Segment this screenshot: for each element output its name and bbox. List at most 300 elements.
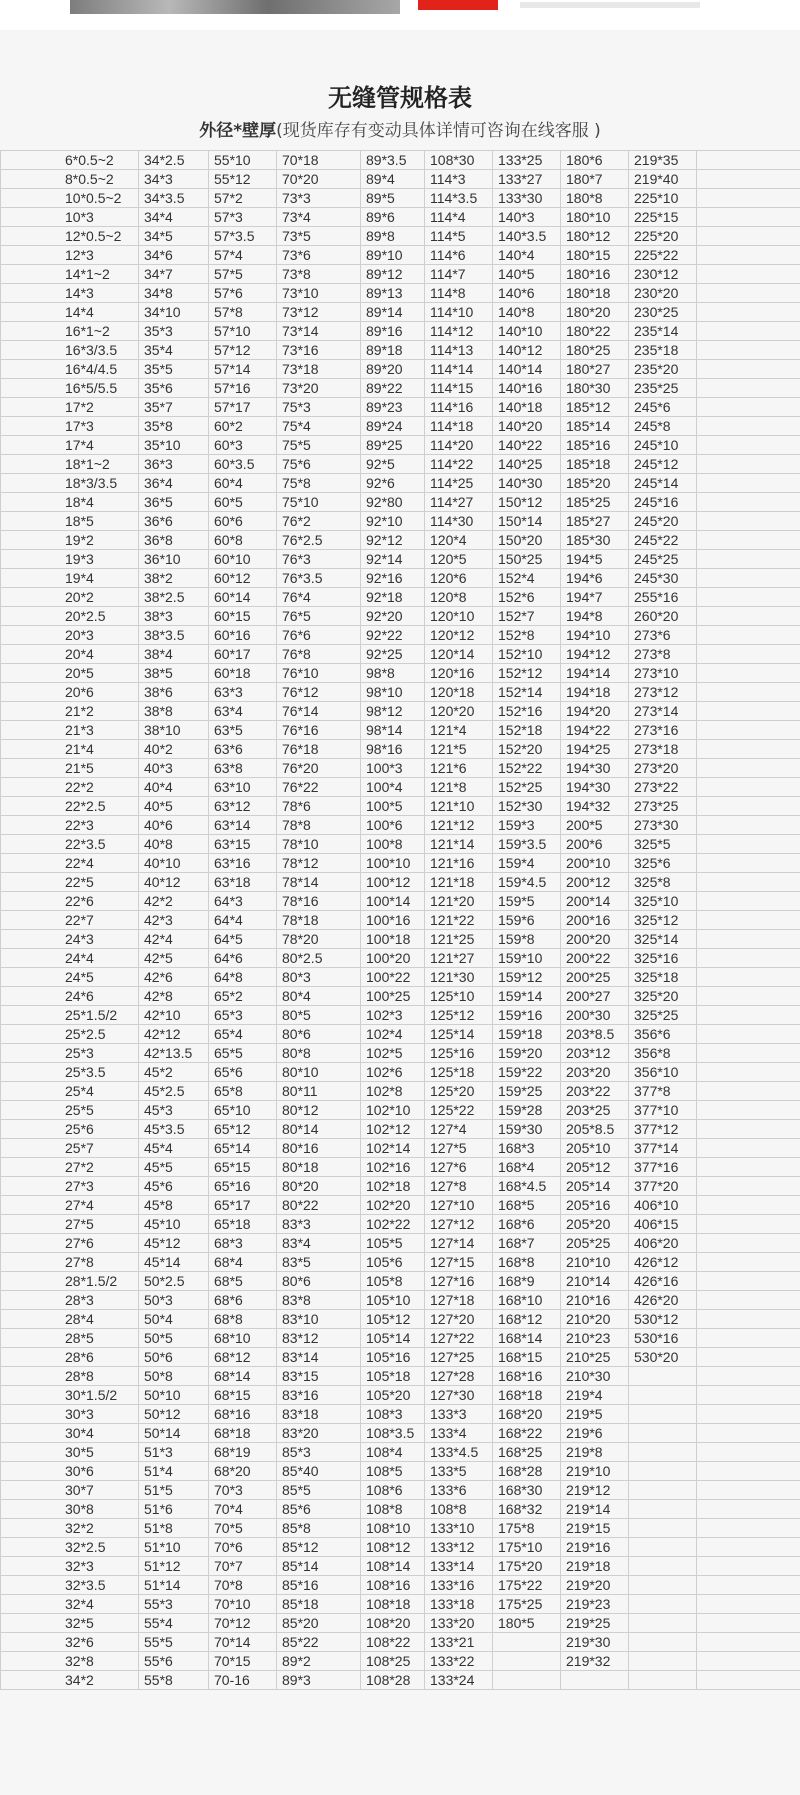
- table-cell: 133*5: [425, 1462, 493, 1481]
- table-cell: 152*14: [493, 683, 561, 702]
- table-cell: 68*5: [209, 1272, 277, 1291]
- table-cell: 60*6: [209, 512, 277, 531]
- table-cell: 100*22: [361, 968, 425, 987]
- table-cell: 140*16: [493, 379, 561, 398]
- table-cell: 125*20: [425, 1082, 493, 1101]
- table-cell: 105*10: [361, 1291, 425, 1310]
- table-cell: 114*16: [425, 398, 493, 417]
- table-cell: 36*4: [139, 474, 209, 493]
- table-cell: 406*15: [629, 1215, 697, 1234]
- table-cell: [697, 1291, 800, 1310]
- table-cell: 42*5: [139, 949, 209, 968]
- table-cell: [697, 892, 800, 911]
- table-cell: 127*22: [425, 1329, 493, 1348]
- table-cell: 356*8: [629, 1044, 697, 1063]
- table-cell: 168*20: [493, 1405, 561, 1424]
- table-cell: 73*12: [277, 303, 361, 322]
- table-cell: [697, 1272, 800, 1291]
- table-cell: 260*20: [629, 607, 697, 626]
- table-cell: [629, 1443, 697, 1462]
- table-cell: 60*4: [209, 474, 277, 493]
- table-cell: 22*2.5: [1, 797, 139, 816]
- table-cell: 100*6: [361, 816, 425, 835]
- table-row: [1, 322, 800, 341]
- table-row: [1, 987, 800, 1006]
- table-cell: 273*8: [629, 645, 697, 664]
- table-cell: 80*8: [277, 1044, 361, 1063]
- table-cell: [697, 1367, 800, 1386]
- table-cell: 114*22: [425, 455, 493, 474]
- table-cell: 406*20: [629, 1234, 697, 1253]
- table-row: [1, 1500, 800, 1519]
- table-cell: 133*18: [425, 1595, 493, 1614]
- table-cell: 108*12: [361, 1538, 425, 1557]
- table-cell: 102*16: [361, 1158, 425, 1177]
- table-cell: 68*19: [209, 1443, 277, 1462]
- table-cell: [697, 1158, 800, 1177]
- table-cell: 180*20: [561, 303, 629, 322]
- table-cell: [629, 1614, 697, 1633]
- table-cell: 35*8: [139, 417, 209, 436]
- table-row: [1, 360, 800, 379]
- table-cell: 21*2: [1, 702, 139, 721]
- table-row: [1, 1272, 800, 1291]
- table-row: [1, 1101, 800, 1120]
- table-cell: 76*16: [277, 721, 361, 740]
- table-cell: 200*22: [561, 949, 629, 968]
- table-cell: 152*10: [493, 645, 561, 664]
- table-cell: 219*8: [561, 1443, 629, 1462]
- table-cell: 205*12: [561, 1158, 629, 1177]
- table-cell: 38*6: [139, 683, 209, 702]
- table-cell: [629, 1462, 697, 1481]
- subtitle-note: (现货库存有变动具体详情可咨询在线客服 ): [276, 121, 601, 141]
- table-cell: 245*20: [629, 512, 697, 531]
- table-cell: 530*12: [629, 1310, 697, 1329]
- table-cell: [493, 1652, 561, 1671]
- table-cell: 92*25: [361, 645, 425, 664]
- table-cell: 60*2: [209, 417, 277, 436]
- table-cell: 210*16: [561, 1291, 629, 1310]
- table-cell: 133*21: [425, 1633, 493, 1652]
- table-cell: 108*25: [361, 1652, 425, 1671]
- table-cell: 22*7: [1, 911, 139, 930]
- table-cell: 73*6: [277, 246, 361, 265]
- table-row: [1, 398, 800, 417]
- table-cell: [697, 683, 800, 702]
- table-cell: 28*4: [1, 1310, 139, 1329]
- table-row: [1, 1481, 800, 1500]
- table-cell: 21*3: [1, 721, 139, 740]
- table-cell: 51*12: [139, 1557, 209, 1576]
- table-row: [1, 1538, 800, 1557]
- table-cell: 89*14: [361, 303, 425, 322]
- table-cell: 50*2.5: [139, 1272, 209, 1291]
- table-cell: 133*30: [493, 189, 561, 208]
- table-cell: 85*22: [277, 1633, 361, 1652]
- table-cell: 63*10: [209, 778, 277, 797]
- table-cell: 60*5: [209, 493, 277, 512]
- table-row: [1, 588, 800, 607]
- table-cell: 25*3: [1, 1044, 139, 1063]
- table-cell: 108*30: [425, 151, 493, 170]
- table-cell: 120*4: [425, 531, 493, 550]
- spec-table: [0, 150, 800, 1690]
- table-cell: [697, 436, 800, 455]
- table-cell: 68*6: [209, 1291, 277, 1310]
- table-cell: 120*14: [425, 645, 493, 664]
- table-cell: 219*16: [561, 1538, 629, 1557]
- table-cell: 83*8: [277, 1291, 361, 1310]
- table-cell: 168*4: [493, 1158, 561, 1177]
- table-row: [1, 512, 800, 531]
- table-cell: 180*12: [561, 227, 629, 246]
- table-cell: 42*6: [139, 968, 209, 987]
- table-cell: [697, 341, 800, 360]
- table-cell: 63*18: [209, 873, 277, 892]
- table-cell: 80*5: [277, 1006, 361, 1025]
- table-cell: 76*2.5: [277, 531, 361, 550]
- table-cell: 32*3: [1, 1557, 139, 1576]
- table-cell: 105*20: [361, 1386, 425, 1405]
- table-cell: 14*3: [1, 284, 139, 303]
- table-cell: 108*5: [361, 1462, 425, 1481]
- table-cell: [697, 1253, 800, 1272]
- table-cell: [629, 1652, 697, 1671]
- table-cell: 168*4.5: [493, 1177, 561, 1196]
- table-cell: 22*2: [1, 778, 139, 797]
- table-cell: [697, 303, 800, 322]
- table-cell: 406*10: [629, 1196, 697, 1215]
- table-cell: 102*3: [361, 1006, 425, 1025]
- table-cell: [697, 721, 800, 740]
- table-cell: [697, 930, 800, 949]
- table-cell: [697, 740, 800, 759]
- table-cell: 70*5: [209, 1519, 277, 1538]
- table-cell: 50*3: [139, 1291, 209, 1310]
- table-cell: 140*5: [493, 265, 561, 284]
- table-cell: 133*24: [425, 1671, 493, 1690]
- table-cell: [697, 379, 800, 398]
- table-cell: 210*14: [561, 1272, 629, 1291]
- table-cell: 98*16: [361, 740, 425, 759]
- table-cell: 40*6: [139, 816, 209, 835]
- table-cell: [697, 1614, 800, 1633]
- table-cell: 55*5: [139, 1633, 209, 1652]
- table-cell: 152*30: [493, 797, 561, 816]
- table-cell: 168*8: [493, 1253, 561, 1272]
- table-cell: 64*5: [209, 930, 277, 949]
- table-cell: 273*18: [629, 740, 697, 759]
- table-cell: 121*27: [425, 949, 493, 968]
- table-cell: 89*10: [361, 246, 425, 265]
- table-cell: 45*4: [139, 1139, 209, 1158]
- table-row: [1, 1633, 800, 1652]
- table-cell: 152*20: [493, 740, 561, 759]
- table-cell: [697, 949, 800, 968]
- table-cell: 133*4: [425, 1424, 493, 1443]
- table-cell: 89*22: [361, 379, 425, 398]
- table-cell: 105*5: [361, 1234, 425, 1253]
- table-cell: 73*14: [277, 322, 361, 341]
- table-cell: 65*17: [209, 1196, 277, 1215]
- table-cell: 219*12: [561, 1481, 629, 1500]
- table-cell: 25*1.5/2: [1, 1006, 139, 1025]
- table-cell: 78*14: [277, 873, 361, 892]
- table-cell: 80*10: [277, 1063, 361, 1082]
- table-row: [1, 189, 800, 208]
- table-cell: 245*25: [629, 550, 697, 569]
- table-cell: 63*15: [209, 835, 277, 854]
- table-cell: 85*20: [277, 1614, 361, 1633]
- table-cell: 121*10: [425, 797, 493, 816]
- table-row: [1, 1405, 800, 1424]
- table-cell: 102*5: [361, 1044, 425, 1063]
- table-cell: 22*4: [1, 854, 139, 873]
- table-cell: 108*20: [361, 1614, 425, 1633]
- table-cell: [697, 1044, 800, 1063]
- table-cell: [697, 626, 800, 645]
- table-row: [1, 1063, 800, 1082]
- table-cell: 100*16: [361, 911, 425, 930]
- table-cell: 133*27: [493, 170, 561, 189]
- table-cell: 140*18: [493, 398, 561, 417]
- table-cell: 73*10: [277, 284, 361, 303]
- table-cell: [697, 208, 800, 227]
- table-row: [1, 1367, 800, 1386]
- table-cell: [697, 474, 800, 493]
- table-cell: 127*18: [425, 1291, 493, 1310]
- table-cell: 30*8: [1, 1500, 139, 1519]
- table-row: [1, 892, 800, 911]
- table-cell: 194*32: [561, 797, 629, 816]
- table-cell: 34*5: [139, 227, 209, 246]
- table-cell: 168*22: [493, 1424, 561, 1443]
- table-cell: 114*14: [425, 360, 493, 379]
- table-cell: 114*3.5: [425, 189, 493, 208]
- table-cell: 45*10: [139, 1215, 209, 1234]
- table-cell: 108*22: [361, 1633, 425, 1652]
- table-cell: 120*10: [425, 607, 493, 626]
- table-cell: 168*9: [493, 1272, 561, 1291]
- table-cell: 159*12: [493, 968, 561, 987]
- table-cell: [697, 569, 800, 588]
- table-cell: 38*3.5: [139, 626, 209, 645]
- table-cell: 159*3.5: [493, 835, 561, 854]
- table-cell: [697, 455, 800, 474]
- table-cell: 273*20: [629, 759, 697, 778]
- table-cell: [697, 987, 800, 1006]
- table-cell: 24*6: [1, 987, 139, 1006]
- table-cell: 25*4: [1, 1082, 139, 1101]
- table-cell: 85*14: [277, 1557, 361, 1576]
- table-row: [1, 208, 800, 227]
- table-cell: 180*30: [561, 379, 629, 398]
- table-row: [1, 493, 800, 512]
- table-cell: 121*18: [425, 873, 493, 892]
- table-cell: 159*14: [493, 987, 561, 1006]
- table-cell: 78*8: [277, 816, 361, 835]
- table-cell: 80*6: [277, 1025, 361, 1044]
- table-cell: 114*8: [425, 284, 493, 303]
- table-cell: [697, 1576, 800, 1595]
- table-row: [1, 151, 800, 170]
- table-cell: 120*6: [425, 569, 493, 588]
- table-cell: 70*3: [209, 1481, 277, 1500]
- table-cell: 85*40: [277, 1462, 361, 1481]
- table-cell: 42*13.5: [139, 1044, 209, 1063]
- table-cell: 36*6: [139, 512, 209, 531]
- table-cell: 325*18: [629, 968, 697, 987]
- table-cell: 114*10: [425, 303, 493, 322]
- table-cell: 200*20: [561, 930, 629, 949]
- table-cell: 426*12: [629, 1253, 697, 1272]
- table-cell: 89*3: [277, 1671, 361, 1690]
- table-cell: 175*22: [493, 1576, 561, 1595]
- table-cell: 17*2: [1, 398, 139, 417]
- table-cell: 168*16: [493, 1367, 561, 1386]
- table-cell: 83*5: [277, 1253, 361, 1272]
- table-cell: [697, 702, 800, 721]
- table-cell: 18*5: [1, 512, 139, 531]
- table-cell: 98*12: [361, 702, 425, 721]
- table-cell: 219*23: [561, 1595, 629, 1614]
- table-cell: 60*10: [209, 550, 277, 569]
- table-cell: 10*3: [1, 208, 139, 227]
- table-cell: 205*8.5: [561, 1120, 629, 1139]
- table-cell: 92*20: [361, 607, 425, 626]
- table-cell: 168*12: [493, 1310, 561, 1329]
- table-cell: 125*10: [425, 987, 493, 1006]
- table-cell: 219*32: [561, 1652, 629, 1671]
- table-cell: 83*18: [277, 1405, 361, 1424]
- table-cell: 32*4: [1, 1595, 139, 1614]
- table-cell: 133*6: [425, 1481, 493, 1500]
- table-cell: 65*6: [209, 1063, 277, 1082]
- table-cell: [697, 284, 800, 303]
- table-cell: 140*8: [493, 303, 561, 322]
- table-cell: [697, 1633, 800, 1652]
- table-cell: 121*6: [425, 759, 493, 778]
- table-cell: [629, 1405, 697, 1424]
- table-cell: 152*4: [493, 569, 561, 588]
- table-cell: 73*5: [277, 227, 361, 246]
- table-cell: 127*20: [425, 1310, 493, 1329]
- table-cell: [697, 398, 800, 417]
- table-row: [1, 797, 800, 816]
- table-cell: 194*7: [561, 588, 629, 607]
- table-cell: 205*20: [561, 1215, 629, 1234]
- table-cell: 28*3: [1, 1291, 139, 1310]
- table-cell: 19*3: [1, 550, 139, 569]
- table-cell: 51*5: [139, 1481, 209, 1500]
- table-cell: 159*25: [493, 1082, 561, 1101]
- table-row: [1, 702, 800, 721]
- table-cell: 273*6: [629, 626, 697, 645]
- table-cell: 133*20: [425, 1614, 493, 1633]
- table-cell: [697, 1671, 800, 1690]
- table-cell: 83*15: [277, 1367, 361, 1386]
- table-cell: 78*16: [277, 892, 361, 911]
- table-row: [1, 854, 800, 873]
- table-cell: 121*8: [425, 778, 493, 797]
- table-cell: 22*5: [1, 873, 139, 892]
- table-row: [1, 911, 800, 930]
- table-cell: [629, 1367, 697, 1386]
- table-cell: 45*5: [139, 1158, 209, 1177]
- table-cell: 159*10: [493, 949, 561, 968]
- table-cell: 38*4: [139, 645, 209, 664]
- table-cell: 70*20: [277, 170, 361, 189]
- table-cell: 68*14: [209, 1367, 277, 1386]
- table-cell: 235*25: [629, 379, 697, 398]
- table-row: [1, 227, 800, 246]
- table-cell: 114*18: [425, 417, 493, 436]
- table-cell: [697, 531, 800, 550]
- table-cell: 127*8: [425, 1177, 493, 1196]
- table-row: [1, 550, 800, 569]
- table-cell: 83*12: [277, 1329, 361, 1348]
- table-cell: 273*14: [629, 702, 697, 721]
- table-cell: 42*8: [139, 987, 209, 1006]
- table-cell: 50*14: [139, 1424, 209, 1443]
- table-cell: 51*8: [139, 1519, 209, 1538]
- table-cell: 105*12: [361, 1310, 425, 1329]
- table-cell: 185*14: [561, 417, 629, 436]
- table-cell: 92*16: [361, 569, 425, 588]
- table-cell: 89*12: [361, 265, 425, 284]
- table-row: [1, 968, 800, 987]
- table-cell: 152*8: [493, 626, 561, 645]
- table-cell: 200*30: [561, 1006, 629, 1025]
- table-cell: 127*25: [425, 1348, 493, 1367]
- table-cell: [697, 607, 800, 626]
- table-row: [1, 664, 800, 683]
- table-cell: 25*3.5: [1, 1063, 139, 1082]
- table-cell: 27*2: [1, 1158, 139, 1177]
- table-cell: 114*20: [425, 436, 493, 455]
- table-cell: 133*22: [425, 1652, 493, 1671]
- table-cell: [697, 1386, 800, 1405]
- table-cell: 225*20: [629, 227, 697, 246]
- table-cell: [697, 797, 800, 816]
- table-cell: 102*6: [361, 1063, 425, 1082]
- table-cell: 125*12: [425, 1006, 493, 1025]
- table-cell: 60*8: [209, 531, 277, 550]
- table-cell: 6*0.5~2: [1, 151, 139, 170]
- table-cell: [697, 645, 800, 664]
- table-cell: [629, 1557, 697, 1576]
- table-cell: 30*7: [1, 1481, 139, 1500]
- table-cell: 245*6: [629, 398, 697, 417]
- table-cell: 70*10: [209, 1595, 277, 1614]
- table-cell: [629, 1633, 697, 1652]
- table-cell: 73*18: [277, 360, 361, 379]
- table-cell: 57*8: [209, 303, 277, 322]
- table-cell: 120*5: [425, 550, 493, 569]
- table-cell: 185*18: [561, 455, 629, 474]
- table-cell: 89*20: [361, 360, 425, 379]
- table-cell: 55*3: [139, 1595, 209, 1614]
- table-cell: [697, 360, 800, 379]
- table-cell: 377*16: [629, 1158, 697, 1177]
- table-cell: 28*8: [1, 1367, 139, 1386]
- table-cell: 42*4: [139, 930, 209, 949]
- table-cell: 89*8: [361, 227, 425, 246]
- table-cell: 168*5: [493, 1196, 561, 1215]
- table-cell: 75*3: [277, 398, 361, 417]
- table-cell: 20*4: [1, 645, 139, 664]
